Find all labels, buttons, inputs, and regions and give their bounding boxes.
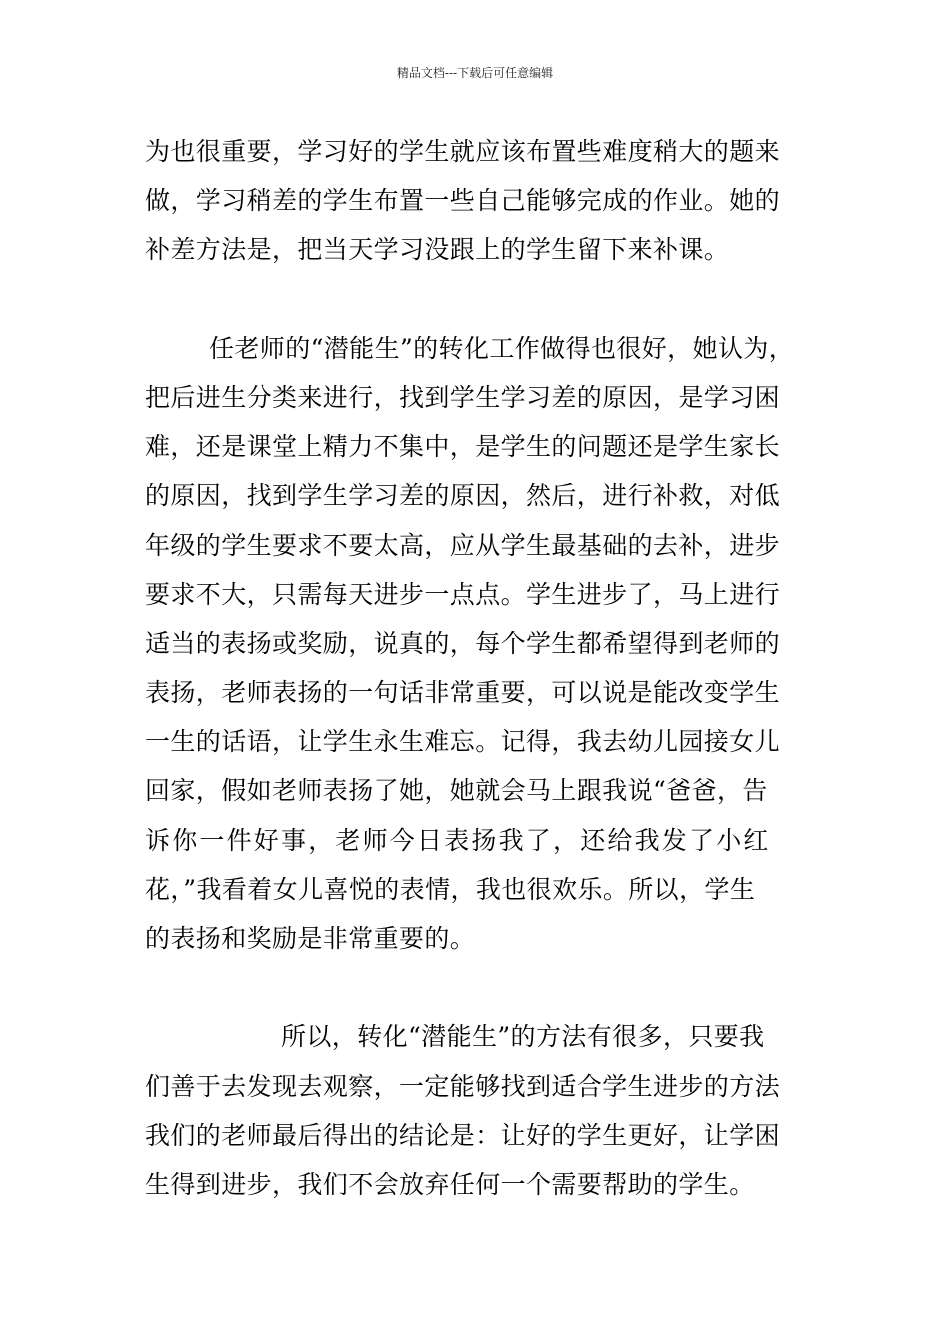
paragraph-gap bbox=[145, 963, 825, 1012]
text-line: 我们的老师最后得出的结论是：让好的学生更好，让学困 bbox=[145, 1120, 781, 1150]
text-line: 表扬，老师表扬的一句话非常重要，可以说是能改变学生 bbox=[145, 678, 781, 708]
text-line: 诉你一件好事，老师今日表扬我了，还给我发了小红 bbox=[145, 825, 771, 855]
text-line: 补差方法是，把当天学习没跟上的学生留下来补课。 bbox=[145, 235, 730, 265]
text-line: 为也很重要，学习好的学生就应该布置些难度稍大的题来 bbox=[145, 137, 781, 166]
document-body bbox=[145, 127, 825, 1209]
paragraph-2 bbox=[145, 324, 825, 963]
page-header: 精品文档---下载后可任意编辑 bbox=[396, 66, 554, 80]
text-line: 花，”我看着女儿喜悦的表情，我也很欢乐。所以，学生 bbox=[145, 874, 756, 904]
text-line: 所以，转化“潜能生”的方法有很多，只要我 bbox=[281, 1022, 765, 1052]
text-line: 回家，假如老师表扬了她，她就会马上跟我说“爸爸，告 bbox=[145, 776, 768, 806]
text-line: 一生的话语，让学生永生难忘。记得，我去幼儿园接女儿 bbox=[145, 727, 781, 757]
paragraph-3 bbox=[145, 1012, 825, 1209]
paragraph-gap bbox=[145, 275, 825, 324]
paragraph-1 bbox=[145, 127, 825, 275]
text-line: 做，学习稍差的学生布置一些自己能够完成的作业。她的 bbox=[145, 186, 781, 216]
text-line: 的原因，找到学生学习差的原因，然后，进行补救，对低 bbox=[145, 481, 781, 511]
text-line: 把后进生分类来进行，找到学生学习差的原因，是学习困 bbox=[145, 382, 781, 412]
text-line: 要求不大，只需每天进步一点点。学生进步了，马上进行 bbox=[145, 579, 781, 609]
text-line: 年级的学生要求不要太高，应从学生最基础的去补，进步 bbox=[145, 530, 781, 560]
text-line: 任老师的“潜能生”的转化工作做得也很好，她认为， bbox=[209, 333, 795, 363]
text-line: 生得到进步，我们不会放弃任何一个需要帮助的学生。 bbox=[145, 1169, 755, 1199]
text-line: 的表扬和奖励是非常重要的。 bbox=[145, 924, 476, 953]
text-line: 们善于去发现去观察，一定能够找到适合学生进步的方法 bbox=[145, 1071, 781, 1101]
text-line: 难，还是课堂上精力不集中，是学生的问题还是学生家长 bbox=[145, 432, 781, 462]
text-line: 适当的表扬或奖励，说真的，每个学生都希望得到老师的 bbox=[145, 628, 781, 658]
